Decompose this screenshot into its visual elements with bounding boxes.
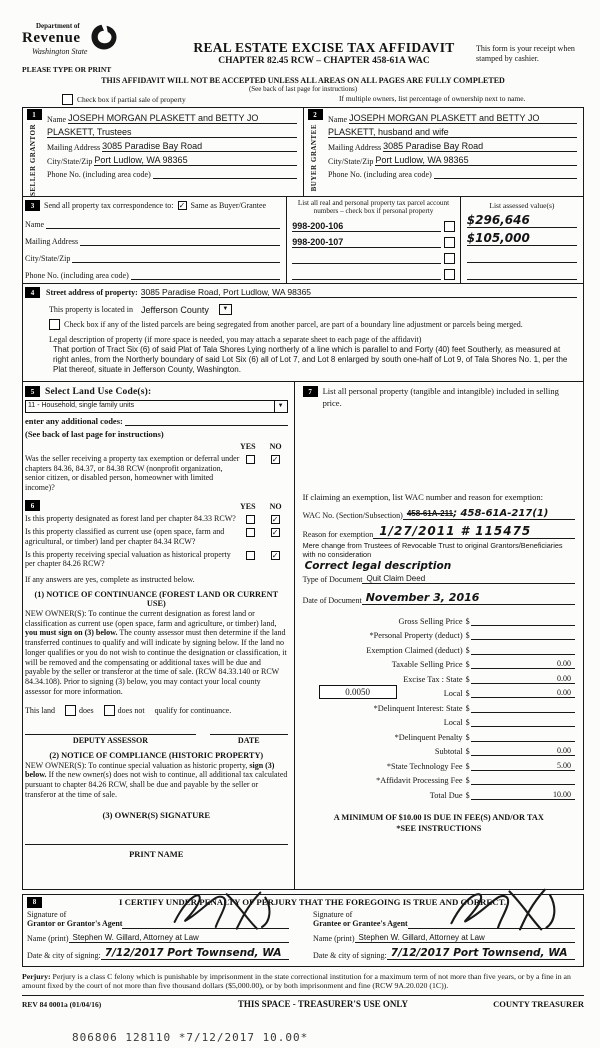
- legal-description-label: Legal description of property (if more space is needed, you may attach a separate sheet to each page of the affidavit): [49, 335, 422, 345]
- corr-csz-input[interactable]: [72, 253, 280, 263]
- partial-sale-checkbox[interactable]: [62, 94, 73, 105]
- form-subtitle: CHAPTER 82.45 RCW – CHAPTER 458-61A WAC: [218, 56, 430, 66]
- grantor-certification: Signature of Grantor or Grantor's Agent Name (print) Stephen W. Gillard, Attorney at Law Date & city of signing: 7/12/2017 Port Townsend, WA: [27, 910, 289, 960]
- buyer-mailing-label: Mailing Address: [328, 143, 382, 152]
- property-section: [23, 284, 583, 382]
- grantee-certification: Signature of Grantee or Grantee's Agent Name (print) Stephen W. Gillard, Attorney at Law Date & city of signing: 7/12/2017 Port Townsend, WA: [313, 910, 575, 960]
- personal-property-deduct-label: *Personal Property (deduct): [369, 631, 463, 641]
- corr-name-input[interactable]: [46, 219, 280, 229]
- dor-logo: [22, 22, 172, 57]
- total-due-input[interactable]: 10.00: [471, 790, 575, 800]
- minimum-due-note: A MINIMUM OF $10.00 IS DUE IN FEE(S) AND/OR TAX *SEE INSTRUCTIONS: [333, 812, 544, 833]
- section-number-1: 1: [27, 109, 42, 120]
- wac-no-label: WAC No. (Section/Subsection): [302, 510, 403, 520]
- section-number-8: 8: [27, 897, 42, 908]
- corr-mailing-input[interactable]: [80, 236, 280, 246]
- total-due-label: Total Due: [429, 790, 463, 800]
- same-as-buyer-checkbox[interactable]: ✓: [178, 201, 186, 211]
- excise-tax-local-label: Local: [443, 689, 463, 699]
- if-yes-note: If any answers are yes, complete as instructed below.: [25, 574, 195, 584]
- parcel-personal-checkbox[interactable]: [444, 269, 455, 280]
- subtotal-input[interactable]: 0.00: [471, 746, 575, 756]
- multiple-owners-note: If multiple owners, list percentage of ownership next to name.: [339, 94, 526, 103]
- land-use-select[interactable]: [25, 400, 288, 413]
- seller-csz-label: City/State/Zip: [47, 157, 93, 166]
- certification-section: [22, 894, 584, 967]
- seller-name-label: Name: [47, 115, 67, 124]
- grantee-name-print-input[interactable]: Stephen W. Gillard, Attorney at Law: [355, 933, 575, 943]
- grantor-name-print-label: Name (print): [27, 933, 69, 943]
- buyer-name-label: Name: [328, 115, 348, 124]
- cashier-stamp: 806806 128110 *7/12/2017 10.00*: [72, 1031, 309, 1045]
- grantee-name-print-label: Name (print): [313, 933, 355, 943]
- reason-exemption-input[interactable]: 1/27/2011 # 115475: [373, 524, 575, 539]
- claim-exemption-label: If claiming an exemption, list WAC number and reason for exemption:: [302, 491, 543, 502]
- please-type-note: PLEASE TYPE OR PRINT: [22, 65, 112, 74]
- land-use-title: Select Land Use Code(s):: [45, 386, 152, 397]
- corr-phone-label: Phone No. (including area code): [25, 271, 129, 281]
- state-technology-fee-input[interactable]: 5.00: [471, 761, 575, 771]
- exemption-yes-checkbox[interactable]: [246, 455, 255, 464]
- forest-yes-checkbox[interactable]: [246, 515, 255, 524]
- delinquent-interest-local-input[interactable]: [471, 717, 575, 727]
- taxable-selling-price-label: Taxable Selling Price: [391, 660, 463, 670]
- corr-phone-input[interactable]: [131, 270, 280, 280]
- form-rev-number: REV 84 0001a (01/04/16): [22, 999, 102, 1009]
- section-number-2: 2: [308, 109, 323, 120]
- seller-grantor-side-label: SELLER GRANTOR: [29, 124, 38, 197]
- notice-continuance-body: NEW OWNER(S): To continue the current designation as forest land or classification as current use (open space, farm and agriculture, or timber) land, you must sign on (3) below. The county assessor must then determine if the land transferred continues to qualify and will indicate by signing below. If the land no longer qualifies or you do not wish to continue the designation or classification, it will be removed and the compensating or additional taxes will be due and payable by the seller or transferor at the time of sale. (RCW 84.33.140 or RCW 84.34.108). Prior to signing (3) below, you may contact your local county assessor for more information.: [25, 608, 287, 696]
- buyer-grantee-side-label: BUYER GRANTEE: [310, 124, 319, 192]
- print-name-label: PRINT NAME: [129, 848, 184, 859]
- tax-computation: Gross Selling Price $ *Personal Property (deduct) $ Exemption Claimed (deduct) $ Taxable Selling Price $ 0.00 Excise Tax : State $ 0.00 0.0050 Local $ 0.00 *Delinquent Interest: State $ Local $ *Delinquent Penalty $ Subtotal $ 0.00 *State Technology Fee $ 5.00 *Affidavit Processing Fee $ Total Due $ 10.00: [303, 611, 575, 800]
- gross-selling-price-input[interactable]: [471, 616, 575, 626]
- delinquent-penalty-input[interactable]: [471, 732, 575, 742]
- buyer-csz-input[interactable]: Port Ludlow, WA 98365: [375, 155, 577, 166]
- corr-name-label: Name: [25, 220, 45, 230]
- reason-exemption-label: Reason for exemption: [302, 529, 374, 539]
- deputy-date-line[interactable]: DATE: [210, 734, 288, 745]
- seller-phone-label: Phone No. (including area code): [47, 170, 151, 179]
- send-correspondence-label: Send all property tax correspondence to:: [44, 201, 174, 211]
- exemption-no-checkbox[interactable]: ✓: [271, 455, 279, 465]
- see-back-note: (See back of last page for instructions): [248, 85, 358, 93]
- yes-header: YES: [240, 502, 256, 512]
- form-header: [22, 8, 584, 74]
- county-dropdown-arrow-icon[interactable]: ▼: [219, 304, 232, 315]
- local-rate-box[interactable]: 0.0050: [319, 685, 397, 699]
- section-number-3: 3: [25, 200, 40, 211]
- parcel-input[interactable]: 998-200-107: [292, 237, 441, 248]
- grantor-date-city-label: Date & city of signing:: [27, 950, 101, 960]
- additional-codes-input[interactable]: [125, 416, 288, 426]
- state-technology-fee-label: *State Technology Fee: [386, 761, 463, 771]
- personal-property-deduct-input[interactable]: [471, 630, 575, 640]
- buyer-name-input-2[interactable]: PLASKETT, husband and wife: [328, 127, 577, 138]
- county-treasurer-label: COUNTY TREASURER: [493, 999, 584, 1010]
- logo-revenue: Revenue: [22, 30, 81, 46]
- section-number-6: 6: [25, 500, 40, 511]
- seller-mailing-input[interactable]: 3085 Paradise Bay Road: [102, 141, 297, 152]
- grantee-signature-line[interactable]: [408, 917, 575, 929]
- seller-mailing-label: Mailing Address: [47, 143, 101, 152]
- left-column: [23, 382, 295, 889]
- form-body: [22, 107, 584, 890]
- logo-wa-state: Washington State: [32, 47, 88, 56]
- type-of-document-input[interactable]: Quit Claim Deed: [362, 574, 575, 584]
- notice-compliance-body: NEW OWNER(S): To continue special valuation as historic property, sign (3) below. If the new owner(s) does not wish to continue, all additional tax calculated pursuant to chapter 84.26 RCW, shall be due and payable by the seller or transferor at the time of sale.: [25, 760, 288, 799]
- seller-csz-input[interactable]: Port Ludlow, WA 98365: [94, 155, 297, 166]
- delinquent-interest-local-label: Local: [443, 718, 463, 728]
- correct-legal-handwriting: Correct legal description: [304, 560, 452, 573]
- segregated-label: Check box if any of the listed parcels are being segregated from another parcel, are part of a boundary line adjustment or parcels being merged.: [64, 320, 523, 330]
- assessed-value-input[interactable]: [467, 250, 577, 263]
- buyer-section: [303, 108, 583, 196]
- no-header: NO: [269, 502, 282, 512]
- parcel-header: List all real and personal property tax parcel account numbers – check box if personal property: [297, 199, 450, 216]
- buyer-name-input[interactable]: JOSEPH MORGAN PLASKETT and BETTY JO: [349, 113, 577, 124]
- logo-dept-of: Department of: [36, 22, 80, 30]
- section-number-4: 4: [25, 287, 40, 298]
- forest-land-question: Is this property designated as forest land per chapter 84.33 RCW?: [25, 514, 236, 524]
- assessed-value-input[interactable]: $105,000: [467, 232, 577, 246]
- owners-signature-label: (3) OWNER(S) SIGNATURE: [102, 809, 211, 820]
- parcel-personal-checkbox[interactable]: [444, 221, 455, 232]
- parcel-personal-checkbox[interactable]: [444, 237, 455, 248]
- revenue-swirl-icon: [89, 22, 119, 57]
- grantor-signature-scrawl: [165, 890, 285, 934]
- county-select-value[interactable]: Jefferson County: [140, 304, 209, 315]
- footer-row: [22, 999, 584, 1009]
- certify-statement: I CERTIFY UNDER PENALTY OF PERJURY THAT THE FOREGOING IS TRUE AND CORRECT.: [118, 897, 507, 908]
- receipt-note: This form is your receipt when stamped by cashier.: [476, 44, 575, 64]
- land-use-selected-value: 11 - Household, single family units: [28, 402, 135, 410]
- gross-selling-price-label: Gross Selling Price: [398, 616, 463, 626]
- completion-warning: THIS AFFIDAVIT WILL NOT BE ACCEPTED UNLESS ALL AREAS ON ALL PAGES ARE FULLY COMPLETED: [101, 76, 505, 85]
- historical-yes-checkbox[interactable]: [246, 551, 255, 560]
- segregated-checkbox[interactable]: [49, 319, 60, 330]
- legal-description-text: That portion of Tract Six (6) of said Plat of Tala Shores Lying northerly of a line which is parallel to and Forty (40) feet Southerly, as measured at right anles, from the Northerly boundary of said Lot Six (6) all of Lot 7, and Lot 8 enlarged by south one-half of Lot 9, of Tala Shores No. 1, per the Plat thereof, situate in Jefferson County, Washington.: [53, 345, 568, 375]
- subtotal-label: Subtotal: [434, 747, 463, 757]
- does-label: does: [79, 705, 94, 715]
- seller-phone-input[interactable]: [153, 169, 297, 179]
- yes-header: YES: [240, 442, 256, 452]
- date-of-document-input[interactable]: November 3, 2016: [362, 591, 575, 605]
- seller-section: [23, 108, 303, 196]
- personal-property-input-area[interactable]: [303, 410, 575, 488]
- notice-continuance-title: (1) NOTICE OF CONTINUANCE (FOREST LAND OR CURRENT USE): [34, 589, 279, 608]
- does-not-label: does not: [117, 705, 145, 715]
- grantee-date-city-input[interactable]: 7/12/2017 Port Townsend, WA: [387, 947, 575, 960]
- land-use-dropdown-arrow-icon[interactable]: ▼: [274, 401, 287, 412]
- parcel-input[interactable]: 998-200-106: [292, 221, 441, 232]
- delinquent-interest-state-input[interactable]: [471, 703, 575, 713]
- exemption-claimed-input[interactable]: [471, 645, 575, 655]
- additional-codes-label: enter any additional codes:: [25, 416, 123, 427]
- exemption-deferral-question: Was the seller receiving a property tax exemption or deferral under chapters 84.36, 84.37, or 84.38 RCW (nonprofit organization, senior citizen, or disabled person, homeowner with limited income)?: [25, 454, 240, 492]
- taxable-selling-price-input[interactable]: 0.00: [471, 659, 575, 669]
- grantor-date-city-input[interactable]: 7/12/2017 Port Townsend, WA: [101, 947, 289, 960]
- assessed-values-header: List assessed value(s): [489, 201, 555, 211]
- parcel-personal-checkbox[interactable]: [444, 253, 455, 264]
- deputy-assessor-signature-line[interactable]: DEPUTY ASSESSOR: [25, 734, 196, 745]
- exemption-claimed-label: Exemption Claimed (deduct): [366, 645, 463, 655]
- correspondence-section: [23, 197, 286, 283]
- right-column: [295, 382, 583, 889]
- corr-csz-label: City/State/Zip: [25, 254, 71, 264]
- seller-name-input-2[interactable]: PLASKETT, Trustees: [47, 127, 297, 138]
- buyer-mailing-input[interactable]: 3085 Paradise Bay Road: [383, 141, 577, 152]
- grantee-date-city-label: Date & city of signing:: [313, 950, 387, 960]
- affidavit-processing-fee-label: *Affidavit Processing Fee: [376, 776, 463, 786]
- assessed-value-input[interactable]: [467, 267, 577, 280]
- historical-no-checkbox[interactable]: ✓: [271, 550, 279, 560]
- corr-mailing-label: Mailing Address: [25, 237, 79, 247]
- notice-compliance-title: (2) NOTICE OF COMPLIANCE (HISTORIC PROPERTY): [49, 750, 264, 760]
- assessed-value-input[interactable]: $296,646: [467, 214, 577, 228]
- delinquent-penalty-label: *Delinquent Penalty: [394, 732, 463, 742]
- street-address-label: Street address of property:: [46, 288, 138, 298]
- affidavit-processing-fee-input[interactable]: [471, 775, 575, 785]
- qualify-label: qualify for continuance.: [154, 705, 232, 715]
- grantor-signature-line[interactable]: [122, 917, 289, 929]
- excise-tax-state-label: Excise Tax : State: [403, 674, 463, 684]
- assessed-values-column: [460, 197, 583, 283]
- located-in-label: This property is located in: [49, 305, 133, 315]
- grantor-name-print-input[interactable]: Stephen W. Gillard, Attorney at Law: [69, 933, 289, 943]
- delinquent-interest-state-label: *Delinquent Interest: State: [373, 703, 463, 713]
- current-use-question: Is this property classified as current use (open space, farm and agricultural, or timber) land per chapter 84.34 RCW?: [25, 527, 225, 546]
- forest-no-checkbox[interactable]: ✓: [271, 515, 279, 525]
- form-title: REAL ESTATE EXCISE TAX AFFIDAVIT: [193, 40, 455, 55]
- land-does-checkbox[interactable]: [65, 705, 76, 716]
- current-use-yes-checkbox[interactable]: [246, 528, 255, 537]
- parcel-input[interactable]: [292, 263, 441, 264]
- type-of-document-label: Type of Document: [302, 575, 363, 585]
- no-header: NO: [269, 442, 282, 452]
- parcel-input[interactable]: [292, 279, 441, 280]
- land-does-not-checkbox[interactable]: [104, 705, 115, 716]
- street-address-input[interactable]: 3085 Paradise Road, Port Ludlow, WA 98365: [141, 287, 577, 298]
- excise-tax-local-input[interactable]: 0.00: [471, 688, 575, 698]
- treasurer-space-label: THIS SPACE - TREASURER'S USE ONLY: [237, 999, 409, 1010]
- section-number-5: 5: [25, 386, 40, 397]
- personal-property-label: List all personal property (tangible and intangible) included in selling price.: [322, 386, 559, 408]
- parcel-numbers-column: [286, 197, 460, 283]
- mere-change-text: Mere change from Trustees of Revocable Trust to original Grantors/Beneficiaries with no consideration: [302, 540, 563, 559]
- this-land-label: This land: [25, 705, 55, 715]
- owners-signature-line[interactable]: [25, 844, 288, 845]
- date-of-document-label: Date of Document: [302, 596, 362, 606]
- grantee-signature-scrawl: [441, 888, 571, 934]
- partial-sale-label: Check box if partial sale of property: [77, 95, 186, 104]
- excise-tax-state-input[interactable]: 0.00: [471, 674, 575, 684]
- current-use-no-checkbox[interactable]: ✓: [271, 528, 279, 538]
- buyer-csz-label: City/State/Zip: [328, 157, 374, 166]
- see-back-instructions: (See back of last page for instructions): [25, 429, 164, 440]
- section-number-7: 7: [303, 386, 318, 397]
- wac-no-input[interactable]: 458-61A-211; 458-61A-217(1): [403, 508, 575, 520]
- buyer-phone-input[interactable]: [434, 169, 577, 179]
- perjury-notice: Perjury: Perjury is a class C felony which is punishable by imprisonment in the state correctional institution for a maximum term of not more than five years, or by a fine in an amount fixed by the court of not more than five thousand dollars ($5,000.00), or by both imprisonment and fine (RCW 9A.20.020 (1C)).: [22, 972, 584, 996]
- buyer-phone-label: Phone No. (including area code): [328, 170, 432, 179]
- historical-question: Is this property receiving special valuation as historical property per chapter 84.26 RCW?: [25, 549, 231, 569]
- seller-name-input[interactable]: JOSEPH MORGAN PLASKETT and BETTY JO: [68, 113, 297, 124]
- same-as-buyer-label: Same as Buyer/Grantee: [190, 201, 267, 211]
